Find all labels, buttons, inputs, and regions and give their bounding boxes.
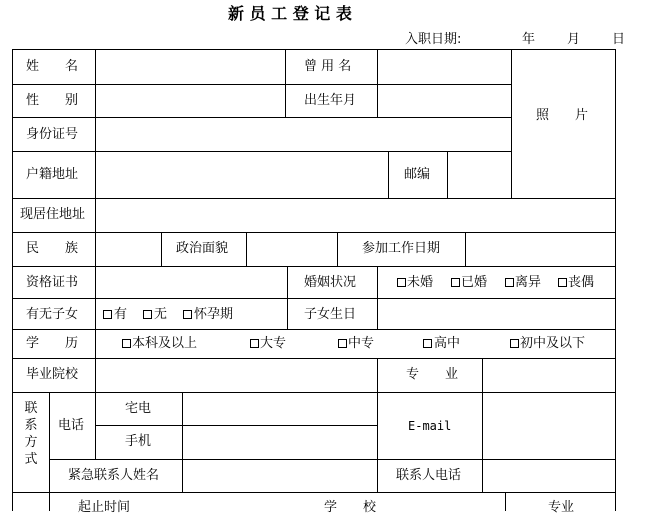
- child-birthday-label: 子女生日: [304, 307, 357, 322]
- household-address-label: 户籍地址: [26, 167, 79, 182]
- work-start-date-field[interactable]: [466, 233, 614, 265]
- grid-line: [615, 49, 616, 511]
- marital-married-checkbox[interactable]: [451, 278, 460, 287]
- children-no-checkbox[interactable]: [143, 310, 152, 319]
- birth-date-field[interactable]: [378, 85, 510, 116]
- home-phone-field[interactable]: [183, 393, 376, 424]
- home-phone-label: 宅电: [125, 401, 152, 416]
- school-column-header: 学 校: [324, 500, 377, 515]
- photo-area[interactable]: [512, 50, 614, 197]
- ethnicity-field[interactable]: [96, 233, 160, 265]
- entry-date-label: 入职日期:: [405, 32, 462, 47]
- child-birthday-field[interactable]: [378, 299, 614, 328]
- mobile-label: 手机: [125, 434, 152, 449]
- education-highschool-label: 高中: [434, 336, 461, 351]
- education-junior-checkbox[interactable]: [510, 339, 519, 348]
- education-label: 学 历: [26, 336, 79, 351]
- mobile-field[interactable]: [183, 426, 376, 458]
- grid-line: [95, 392, 96, 459]
- political-status-field[interactable]: [247, 233, 336, 265]
- education-bachelor-label: 本科及以上: [132, 336, 198, 351]
- grid-line: [377, 358, 378, 392]
- period-column-header: 起止时间: [78, 500, 131, 515]
- children-pregnant-checkbox[interactable]: [183, 310, 192, 319]
- children-yes-label: 有: [114, 307, 128, 322]
- entry-date-year-label: 年: [522, 32, 536, 47]
- has-children-label: 有无子女: [26, 307, 79, 322]
- major-field[interactable]: [483, 359, 614, 391]
- used-name-field[interactable]: [378, 50, 510, 83]
- postcode-label: 邮编: [404, 167, 431, 182]
- graduated-school-field[interactable]: [96, 359, 376, 391]
- grid-line: [388, 151, 389, 198]
- marital-unmarried-checkbox[interactable]: [397, 278, 406, 287]
- qualification-field[interactable]: [96, 267, 286, 297]
- education-secondary-label: 中专: [348, 336, 375, 351]
- name-field[interactable]: [96, 50, 284, 83]
- children-pregnant-label: 怀孕期: [194, 307, 234, 322]
- grid-line: [161, 232, 162, 266]
- marital-married-label: 已婚: [461, 275, 488, 290]
- current-address-label: 现居住地址: [20, 207, 86, 222]
- education-secondary-checkbox[interactable]: [338, 339, 347, 348]
- ethnicity-label: 民 族: [26, 241, 79, 256]
- entry-date-day-label: 日: [612, 32, 626, 47]
- contact-method-label: 联系方式: [24, 401, 38, 467]
- id-number-field[interactable]: [96, 118, 510, 150]
- grid-line: [12, 492, 616, 493]
- email-field[interactable]: [483, 393, 614, 458]
- grid-line: [49, 392, 50, 511]
- used-name-label: 曾 用 名: [304, 59, 352, 74]
- qualification-label: 资格证书: [26, 275, 79, 290]
- grid-line: [377, 392, 378, 492]
- education-bachelor-checkbox[interactable]: [122, 339, 131, 348]
- marital-divorced-checkbox[interactable]: [505, 278, 514, 287]
- gender-field[interactable]: [96, 85, 284, 116]
- education-junior-label: 初中及以下: [520, 336, 586, 351]
- education-highschool-checkbox[interactable]: [423, 339, 432, 348]
- grid-line: [12, 329, 616, 330]
- grid-line: [12, 49, 13, 511]
- phone-label: 电话: [58, 418, 85, 433]
- emergency-contact-name-field[interactable]: [183, 460, 376, 491]
- contact-phone-field[interactable]: [483, 460, 614, 491]
- work-start-date-label: 参加工作日期: [362, 241, 441, 256]
- children-no-label: 无: [154, 307, 168, 322]
- graduated-school-label: 毕业院校: [26, 367, 79, 382]
- marital-widowed-label: 丧偶: [568, 275, 595, 290]
- marital-divorced-label: 离异: [515, 275, 542, 290]
- education-college-checkbox[interactable]: [250, 339, 259, 348]
- marital-unmarried-label: 未婚: [407, 275, 434, 290]
- form-title: 新 员 工 登 记 表: [228, 4, 352, 23]
- birth-date-label: 出生年月: [304, 93, 357, 108]
- major-column-header: 专业: [548, 500, 575, 515]
- postcode-field[interactable]: [448, 152, 510, 197]
- photo-label: 照 片: [536, 108, 589, 123]
- grid-line: [337, 232, 338, 266]
- id-number-label: 身份证号: [26, 127, 79, 142]
- gender-label: 性 别: [26, 93, 79, 108]
- education-college-label: 大专: [260, 336, 287, 351]
- email-label: E-mail: [408, 419, 452, 433]
- grid-line: [285, 49, 286, 117]
- household-address-field[interactable]: [96, 152, 387, 197]
- marital-status-label: 婚姻状况: [304, 275, 357, 290]
- political-status-label: 政治面貌: [176, 241, 229, 256]
- entry-date-month-label: 月: [567, 32, 581, 47]
- emergency-contact-name-label: 紧急联系人姓名: [68, 468, 160, 483]
- children-yes-checkbox[interactable]: [103, 310, 112, 319]
- grid-line: [505, 492, 506, 511]
- grid-line: [287, 266, 288, 329]
- name-label: 姓 名: [26, 59, 79, 74]
- major-label: 专 业: [406, 367, 459, 382]
- current-address-field[interactable]: [96, 199, 614, 231]
- contact-phone-label: 联系人电话: [396, 468, 462, 483]
- marital-widowed-checkbox[interactable]: [558, 278, 567, 287]
